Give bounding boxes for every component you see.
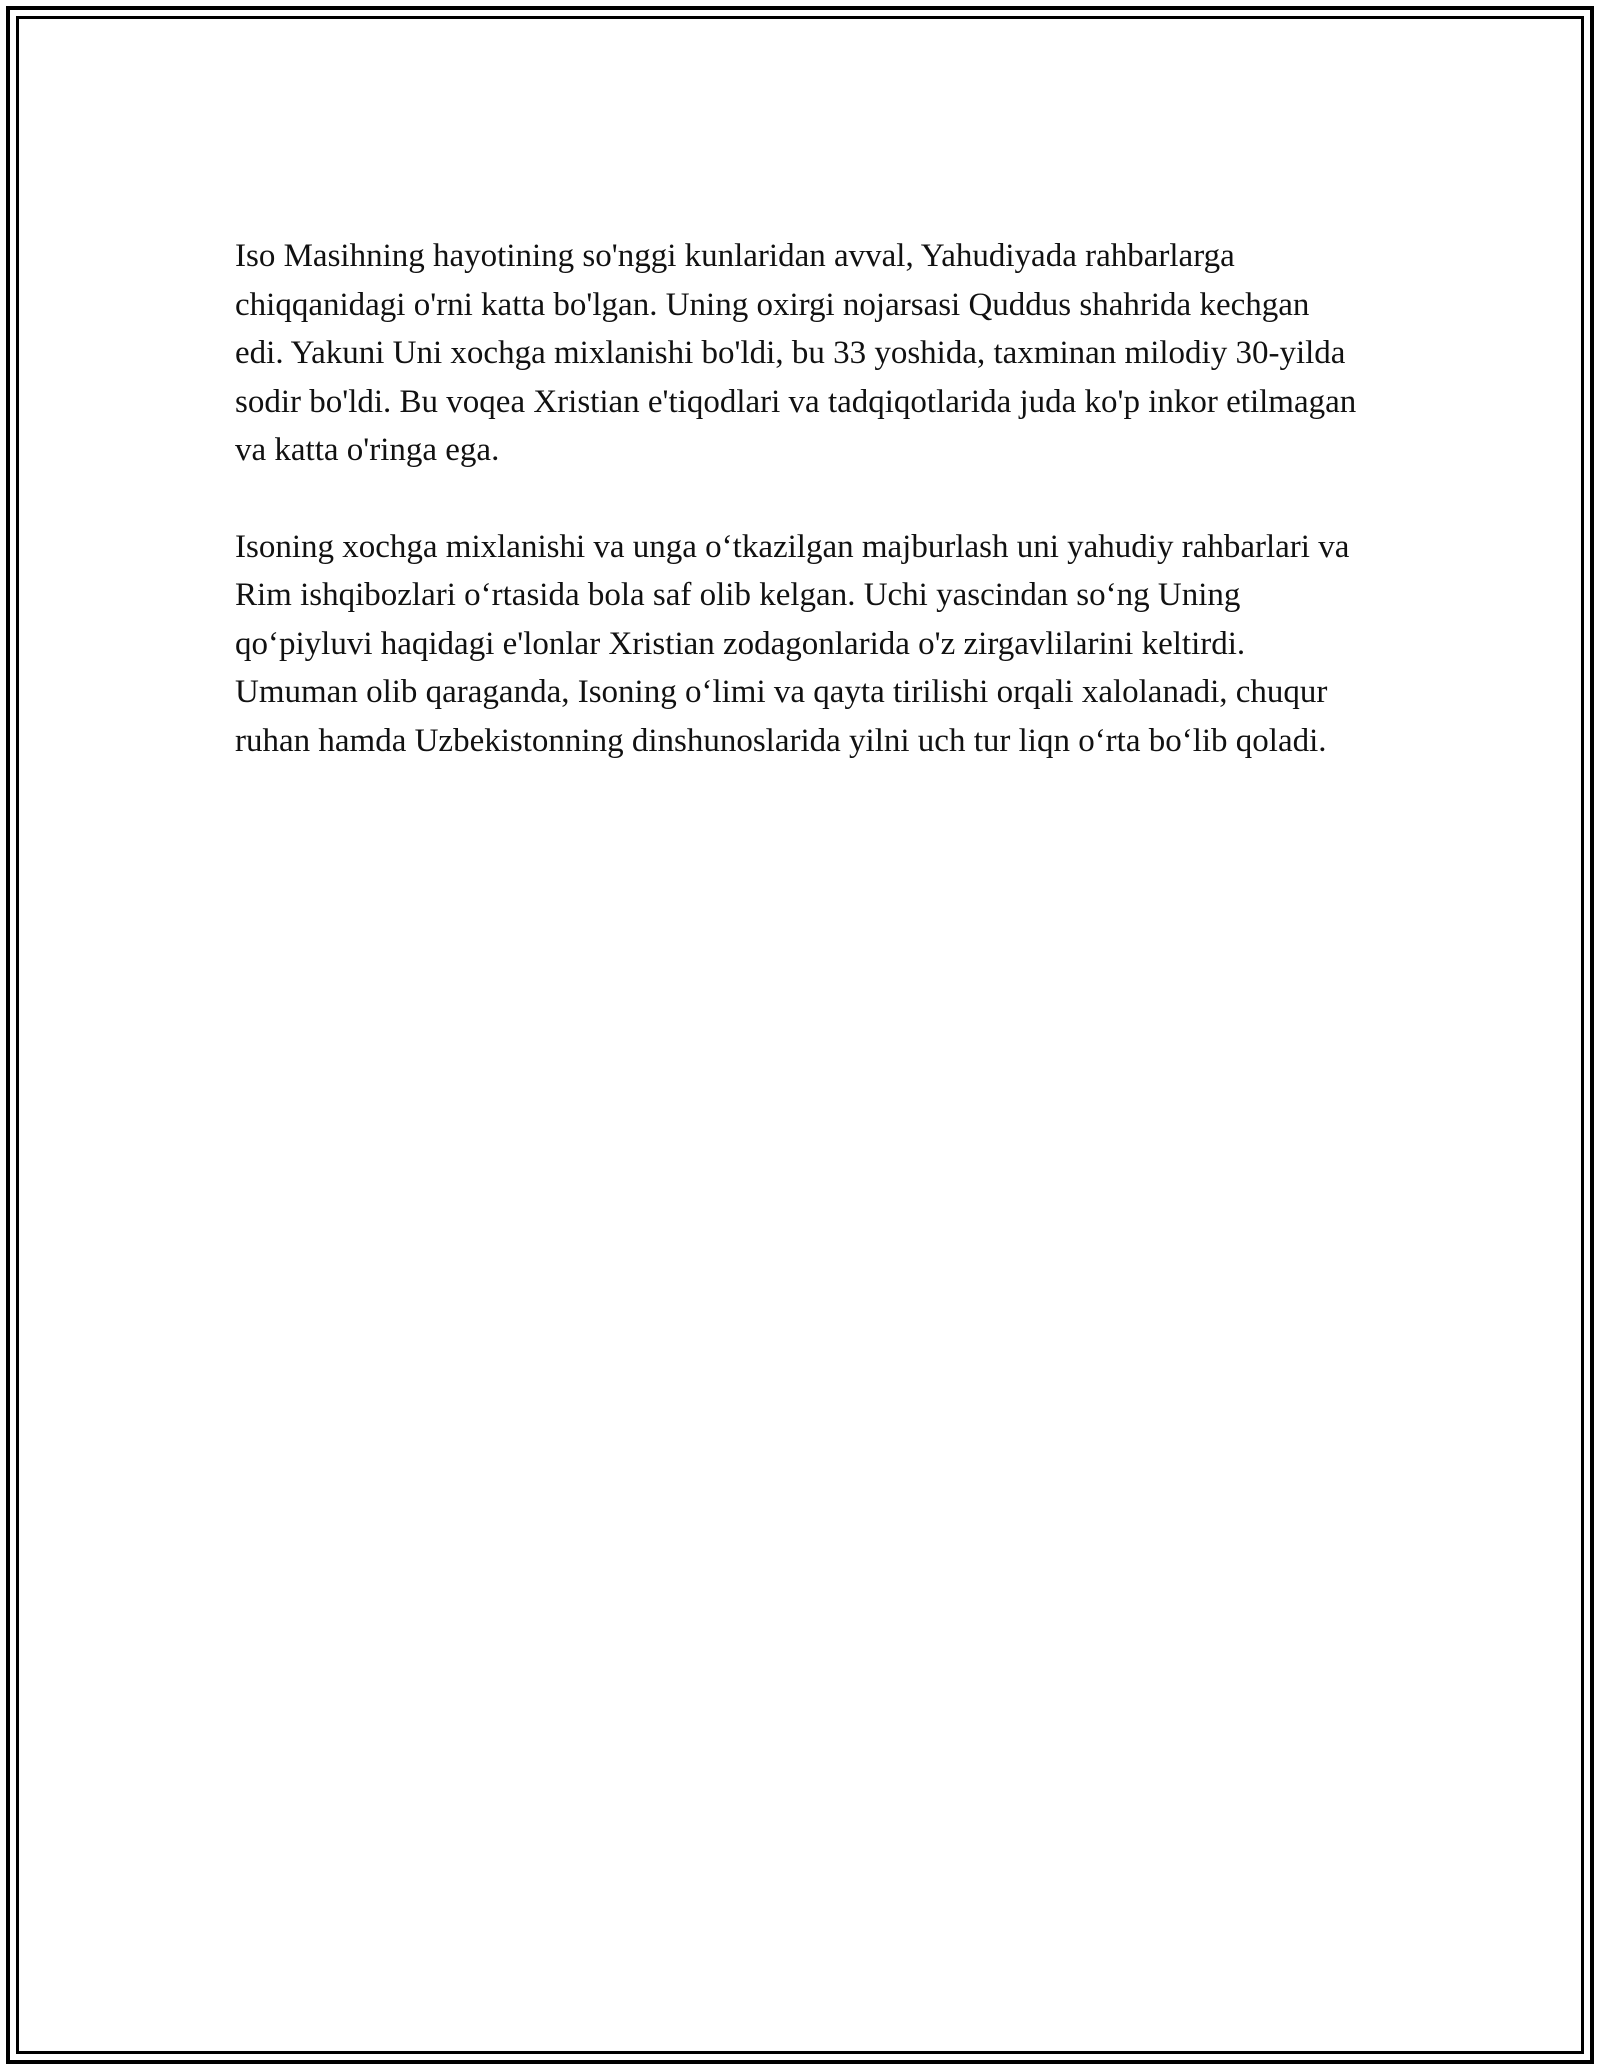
paragraph-2: Isoning xochga mixlanishi va unga o‘tkazilgan majburlash uni yahudiy rahbarlari va Rim ishqibozlari o‘rtasida bola saf olib kelgan. Uchi yascindan so‘ng Uning qo‘piyluvi haqidagi e'lonlar Xristian zodagonlarida o'z zirgavlilarini keltirdi. Umuman olib qaraganda, Isoning o‘limi va qayta tirilishi orqali xalolanadi, chuqur ruhan hamda Uzbekistonning dinshunoslarida yilni uch tur liqn o‘rta bo‘lib qoladi. — [235, 528, 1350, 759]
paragraph-1: Iso Masihning hayotining so'nggi kunlaridan avval, Yahudiyada rahbarlarga chiqqanidagi o'rni katta bo'lgan. Uning oxirgi nojarsasi Quddus shahrida kechgan edi. Yakuni Uni xochga mixlanishi bo'ldi, bu 33 yoshida, taxminan milodiy 30-yilda sodir bo'ldi. Bu voqea Xristian e'tiqodlari va tadqiqotlarida juda ko'p inkor etilmagan va katta o'ringa ega. — [235, 238, 1357, 468]
document-body — [235, 232, 1365, 813]
